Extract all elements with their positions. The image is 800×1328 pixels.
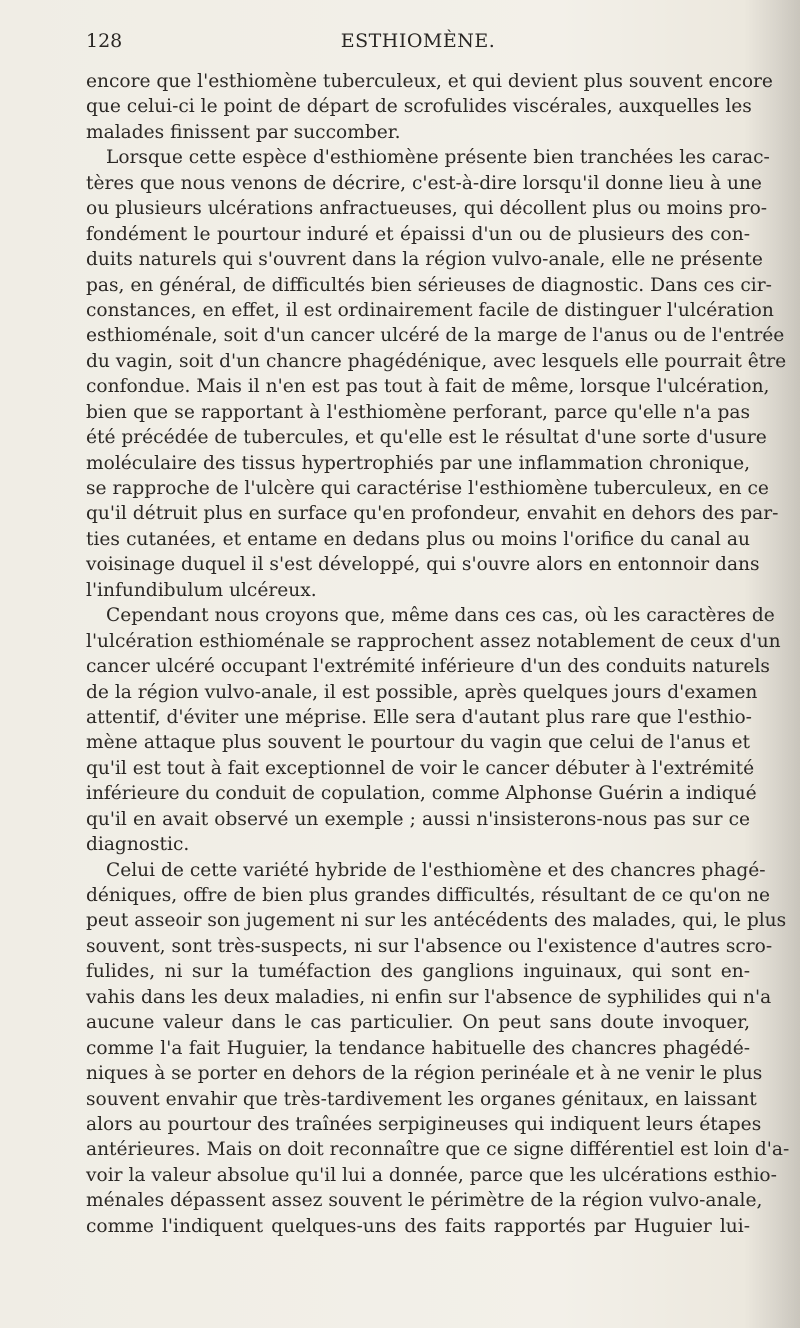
body-text [86,69,790,1239]
text-line: Celui de cette variété hybride de l'esthiomène et des chancres phagé- [106,859,766,881]
text-line: moléculaire des tissus hypertrophiés par une inflammation chronique, [86,452,750,474]
text-line: ties cutanées, et entame en dedans plus ou moins l'orifice du canal au [86,528,750,550]
page-header [86,30,750,64]
text-line: alors au pourtour des traînées serpigineuses qui indiquent leurs étapes [86,1113,762,1135]
text-line: niques à se porter en dehors de la région perinéale et à ne venir le plus [86,1063,763,1085]
text-line: attentif, d'éviter une méprise. Elle sera d'autant plus rare que l'esthio- [86,706,752,728]
paragraph [86,858,790,1240]
text-line: diagnostic. [86,834,190,856]
text-line: souvent envahir que très-tardivement les organes génitaux, en laissant [86,1088,757,1110]
text-line: qu'il en avait observé un exemple ; aussi n'insisterons-nous pas sur ce [86,808,750,830]
text-line: ou plusieurs ulcérations anfractueuses, qui décollent plus ou moins pro- [86,198,768,220]
text-line: comme l'indiquent quelques-uns des faits rapportés par Huguier lui- [86,1215,750,1237]
text-line: voisinage duquel il s'est développé, qui s'ouvre alors en entonnoir dans [86,554,760,576]
text-line: malades finissent par succomber. [86,121,401,143]
text-line: déniques, offre de bien plus grandes difficultés, résultant de ce qu'on ne [86,885,770,906]
text-line: du vagin, soit d'un chancre phagédénique, avec lesquels elle pourrait être [86,350,787,372]
text-line: mène attaque plus souvent le pourtour du vagin que celui de l'anus et [86,732,750,754]
text-line: qu'il est tout à fait exceptionnel de voir le cancer débuter à l'extrémité [86,757,755,779]
text-line: souvent, sont très-suspects, ni sur l'absence ou l'existence d'autres scro- [86,935,773,957]
paragraph [86,145,787,603]
text-line: Cependant nous croyons que, même dans ces cas, où les caractères de [106,605,775,627]
text-line: comme l'a fait Huguier, la tendance habituelle des chancres phagédé- [86,1037,750,1059]
text-line: cancer ulcéré occupant l'extrémité inférieure d'un des conduits naturels [86,656,770,678]
text-line: vahis dans les deux maladies, ni enfin sur l'absence de syphilides qui n'a [86,986,772,1008]
text-line: voir la valeur absolue qu'il lui a donnée, parce que les ulcérations esthio- [86,1164,777,1186]
text-line: confondue. Mais il n'en est pas tout à fait de même, lorsque l'ulcération, [86,376,770,398]
text-line: encore que l'esthiomène tuberculeux, et qui devient plus souvent encore [86,71,773,92]
text-line: aucune valeur dans le cas particulier. On peut sans doute invoquer, [86,1012,750,1034]
text-line: antérieures. Mais on doit reconnaître que ce signe différentiel est loin d'a- [86,1139,790,1161]
text-line: inférieure du conduit de copulation, comme Alphonse Guérin a indiqué [86,783,757,805]
text-line: esthioménale, soit d'un cancer ulcéré de la marge de l'anus ou de l'entrée [86,325,785,347]
text-line: tères que nous venons de décrire, c'est-à-dire lorsqu'il donne lieu à une [86,172,762,194]
text-line: fulides, ni sur la tuméfaction des ganglions inguinaux, qui sont en- [86,961,750,983]
page-number: 128 [86,30,123,52]
paragraph [86,69,773,145]
text-line: qu'il détruit plus en surface qu'en profondeur, envahit en dehors des par- [86,503,779,525]
text-line: l'ulcération esthioménale se rapprochent assez notablement de ceux d'un [86,630,781,652]
text-line: duits naturels qui s'ouvrent dans la région vulvo-anale, elle ne présente [86,249,763,271]
text-line: se rapproche de l'ulcère qui caractérise l'esthiomène tuberculeux, en ce [86,478,769,499]
paragraph [86,603,781,857]
text-line: constances, en effet, il est ordinairement facile de distinguer l'ulcération [86,299,774,321]
text-line: peut asseoir son jugement ni sur les antécédents des malades, qui, le plus [86,910,787,932]
text-line: été précédée de tubercules, et qu'elle est le résultat d'une sorte d'usure [86,427,767,449]
text-line: ménales dépassent assez souvent le périmètre de la région vulvo-anale, [86,1190,763,1212]
text-line: l'infundibulum ulcéreux. [86,579,317,601]
text-line: Lorsque cette espèce d'esthiomène présente bien tranchées les carac- [106,147,770,169]
text-line: que celui-ci le point de départ de scrofulides viscérales, auxquelles les [86,96,752,118]
text-line: fondément le pourtour induré et épaissi d'un ou de plusieurs des con- [86,223,750,245]
running-title: ESTHIOMÈNE. [340,30,496,52]
text-line: de la région vulvo-anale, il est possible, après quelques jours d'examen [86,681,758,703]
text-line: bien que se rapportant à l'esthiomène perforant, parce qu'elle n'a pas [86,401,750,423]
text-line: pas, en général, de difficultés bien sérieuses de diagnostic. Dans ces cir- [86,274,772,296]
